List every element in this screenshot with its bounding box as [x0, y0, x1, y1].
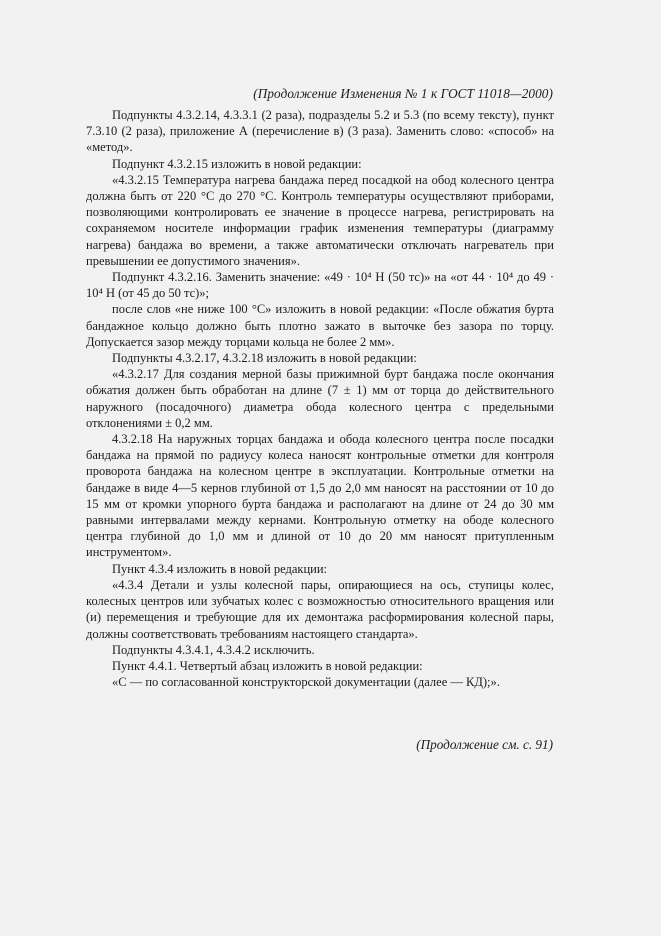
continuation-note: (Продолжение см. с. 91) — [416, 737, 553, 752]
document-body — [86, 104, 554, 690]
paragraph-4-4-1-text: «С — по согласованной конструкторской документации (далее — КД);». — [112, 675, 500, 690]
running-header: (Продолжение Изменения № 1 к ГОСТ 11018—2000) — [253, 86, 553, 101]
paragraph-4-3-4-text: «4.3.4 Детали и узлы колесной пары, опирающиеся на ось, ступицы колес, колесных центров или зубчатых колес с возможностью относительного вращения или (и) перемещения и требующие для их демонтажа расформирования колесной пары, должны соответствовать требованиям настоящего стандарта». — [86, 577, 554, 641]
paragraph-4-3-2-16-after-words: после слов «не ниже 100 °С» изложить в новой редакции: «После обжатия бурта бандажное кольцо должно быть плотно зажато в выточке без зазора по торцу. Допускается зазор между торцами кольца не более 2 мм». — [86, 302, 554, 349]
paragraph-4-3-2-16-replace: Подпункт 4.3.2.16. Заменить значение: «49 · 10⁴ Н (50 тс)» на «от 44 · 10⁴ до 49 · 10⁴ Н (от 45 до 50 тс)»; — [86, 270, 554, 301]
paragraph-4-3-2-15-text: «4.3.2.15 Температура нагрева бандажа перед посадкой на обод колесного центра должна быть от 220 °С до 270 °С. Контроль температуры осуществляют приборами, позволяющими контролировать ее значение в процессе нагрева, регистрировать на сохраняемом носителе информации график изменения температуры (диаграмму нагрева) бандажа во времени, а также автоматически отключать нагреватель при превышении ее допустимого значения». — [86, 172, 554, 268]
paragraph-4-3-2-17-text: «4.3.2.17 Для создания мерной базы прижимной бурт бандажа после окончания обжатия должен быть обработан на длине (7 ± 1) мм от торца до действительного наружного (посадочного) диаметра обода колесного центра с предельными отклонениями ± 0,2 мм. — [86, 367, 554, 430]
paragraph-4-3-2-18-text: 4.3.2.18 На наружных торцах бандажа и обода колесного центра после посадки бандажа на прямой по радиусу колеса наносят контрольные отметки для контроля проворота бандажа на колесном центре в эксплуатации. Контрольные отметки на бандаже в виде 4—5 кернов глубиной от 1,5 до 2,0 мм наносят на расстоянии от 10 до 15 мм от кромки упорного бурта бандажа и располагают на длине от 24 до 30 мм равными интервалами между кернами. Контрольную отметку на ободе колесного центра глубиной до 1,0 мм и длиной от 10 до 20 мм наносят притупленным инструментом». — [86, 432, 554, 560]
paragraph-4-3-2-15-intro: Подпункт 4.3.2.15 изложить в новой редакции: — [112, 156, 362, 171]
paragraph-4-3-2-17-18-intro: Подпункты 4.3.2.17, 4.3.2.18 изложить в новой редакции: — [112, 351, 417, 366]
paragraph-4-4-1-intro: Пункт 4.4.1. Четвертый абзац изложить в новой редакции: — [112, 658, 423, 673]
paragraph-replace-word: Подпункты 4.3.2.14, 4.3.3.1 (2 раза), подразделы 5.2 и 5.3 (по всему тексту), пункт 7.3.10 (2 раза), приложение А (перечисление в) (3 раза). Заменить слово: «способ» на «метод». — [86, 108, 554, 155]
paragraph-4-3-4-1-exclude: Подпункты 4.3.4.1, 4.3.4.2 исключить. — [112, 642, 315, 657]
paragraph-4-3-4-intro: Пункт 4.3.4 изложить в новой редакции: — [112, 561, 328, 576]
